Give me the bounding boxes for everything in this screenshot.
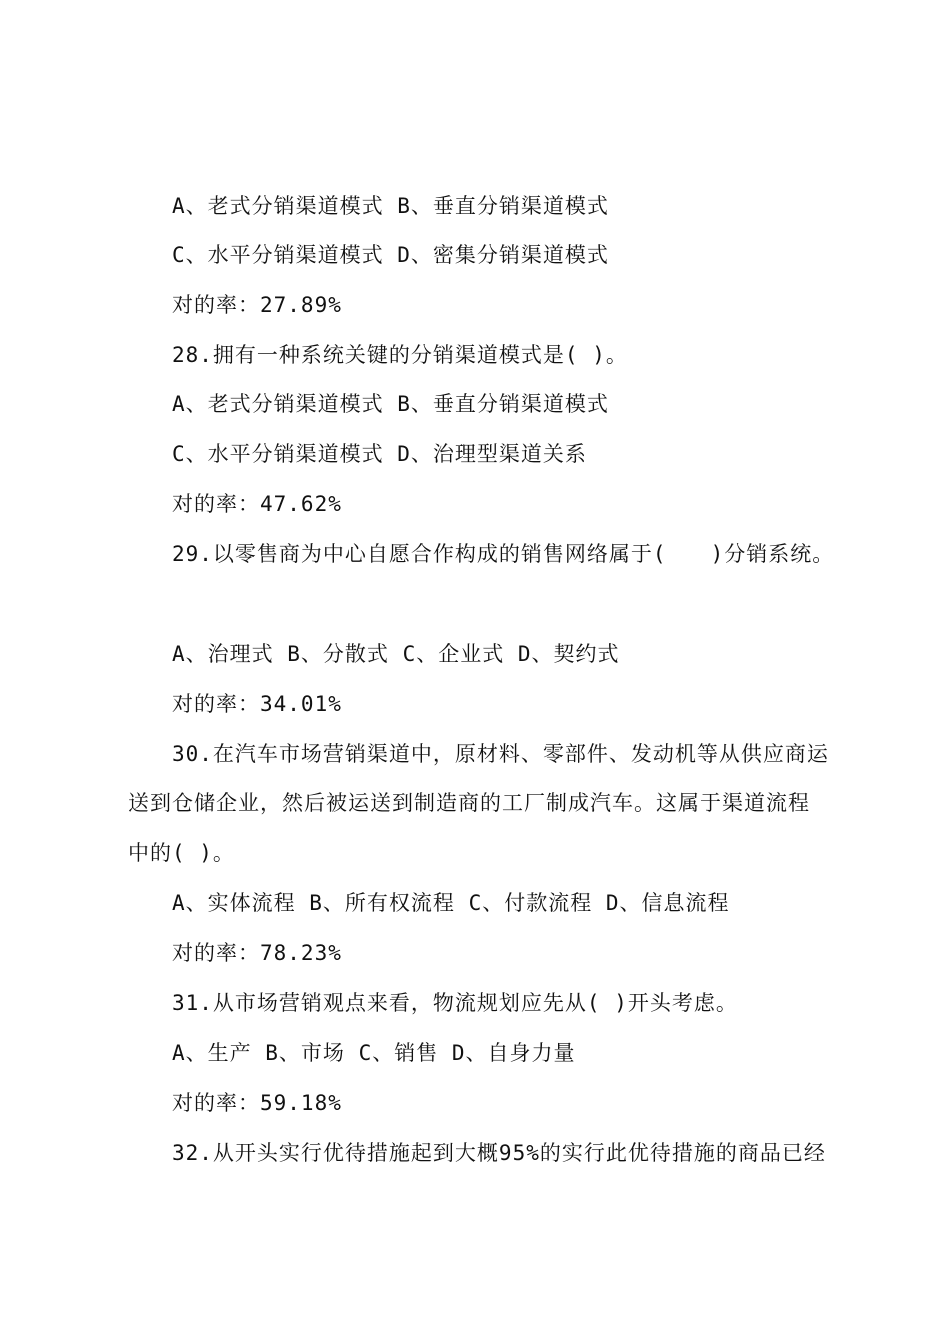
- q28-correct-rate: 对的率：47.62%: [172, 492, 342, 516]
- q30-correct-rate: 对的率：78.23%: [172, 941, 342, 965]
- q27-options-line-1: A、老式分销渠道模式 B、垂直分销渠道模式: [172, 194, 609, 218]
- q29-question: 29.以零售商为中心自愿合作构成的销售网络属于( )分销系统。: [172, 542, 835, 566]
- q28-options-line-2: C、水平分销渠道模式 D、治理型渠道关系: [172, 442, 587, 466]
- q31-options: A、生产 B、市场 C、销售 D、自身力量: [172, 1041, 576, 1065]
- q29-correct-rate: 对的率：34.01%: [172, 692, 342, 716]
- q28-options-line-1: A、老式分销渠道模式 B、垂直分销渠道模式: [172, 392, 609, 416]
- q30-question-line-2: 送到仓储企业，然后被运送到制造商的工厂制成汽车。这属于渠道流程: [128, 791, 810, 815]
- q29-options: A、治理式 B、分散式 C、企业式 D、契约式: [172, 642, 620, 666]
- q27-correct-rate: 对的率：27.89%: [172, 293, 342, 317]
- q27-options-line-2: C、水平分销渠道模式 D、密集分销渠道模式: [172, 243, 609, 267]
- q31-correct-rate: 对的率：59.18%: [172, 1091, 342, 1115]
- q30-options: A、实体流程 B、所有权流程 C、付款流程 D、信息流程: [172, 891, 730, 915]
- q32-question-line-1: 32.从开头实行优待措施起到大概95%的实行此优待措施的商品已经: [172, 1141, 826, 1165]
- q30-question-line-1: 30.在汽车市场营销渠道中，原材料、零部件、发动机等从供应商运: [172, 742, 829, 766]
- q31-question: 31.从市场营销观点来看，物流规划应先从( )开头考虑。: [172, 991, 738, 1015]
- q30-question-line-3: 中的( )。: [128, 841, 235, 865]
- q28-question: 28.拥有一种系统关键的分销渠道模式是( )。: [172, 343, 628, 367]
